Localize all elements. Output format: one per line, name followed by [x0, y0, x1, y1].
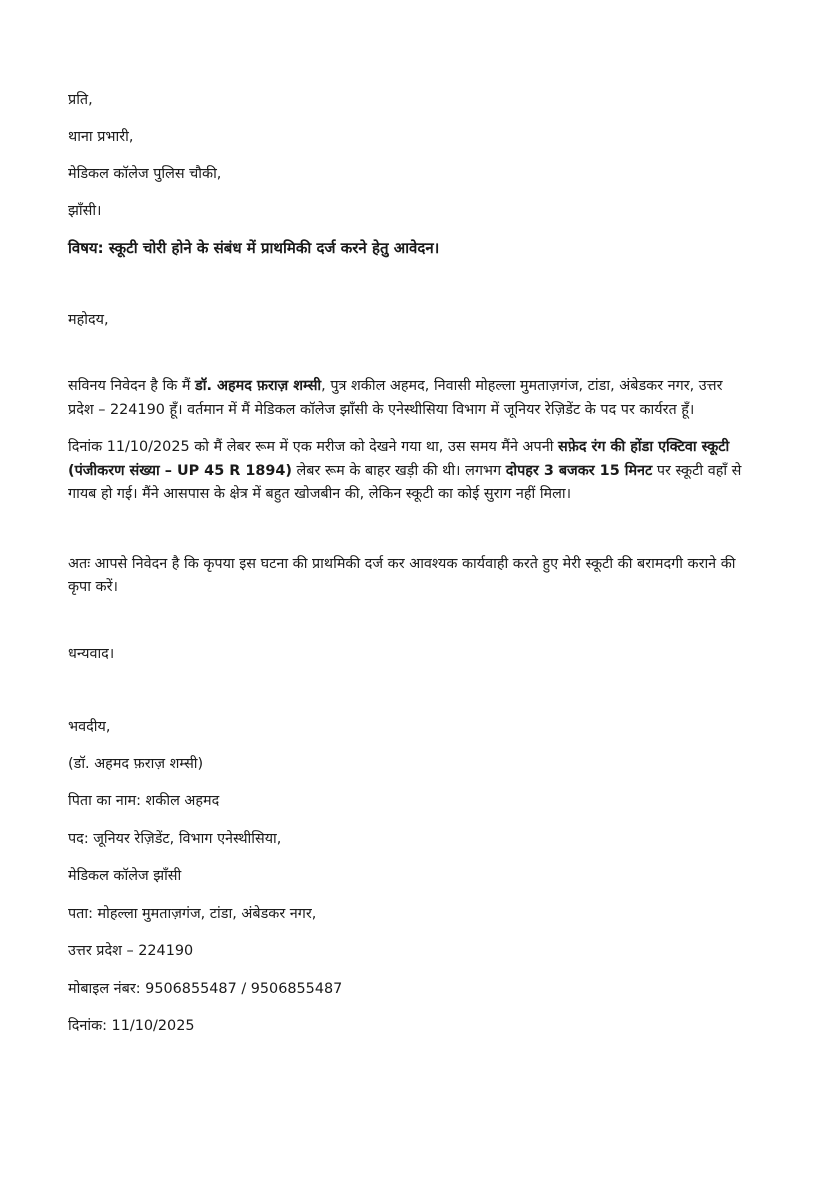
address-line-1: पता: मोहल्ला मुमताज़गंज, टांडा, अंबेडकर नगर,: [68, 905, 317, 922]
para2-text-2: लेबर रूम के बाहर खड़ी की थी। लगभग: [291, 462, 506, 479]
father-name: पिता का नाम: शकील अहमद: [68, 793, 220, 809]
theft-time: दोपहर 3 बजकर 15 मिनट: [505, 462, 653, 479]
closing: भवदीय,: [68, 718, 111, 735]
thanks: धन्यवाद।: [68, 645, 115, 662]
paragraph-incident: [68, 436, 746, 507]
signature-date: दिनांक: 11/10/2025: [68, 1018, 195, 1034]
para2-text-3: पर स्कूटी वहाँ से गायब हो गई। मैंने आसपास के क्षेत्र में बहुत खोजबीन की, लेकिन स्कूटी का कोई सुराग नहीं मिला।: [68, 462, 742, 502]
applicant-name: डॉ. अहमद फ़राज़ शम्सी: [195, 378, 322, 394]
signature-block: [68, 754, 746, 1054]
institution: मेडिकल कॉलेज झाँसी: [68, 868, 182, 884]
para2-text-1: दिनांक 11/10/2025 को मैं लेबर रूम में एक मरीज को देखने गया था, उस समय मैंने अपनी: [68, 439, 559, 455]
office-name: मेडिकल कॉलेज पुलिस चौकी,: [68, 166, 222, 182]
para1-text-2: , पुत्र शकील अहमद, निवासी मोहल्ला मुमताज़गंज, टांडा, अंबेडकर नगर, उत्तर प्रदेश – 224190 हूँ। वर्तमान में मैं मेडिकल कॉलेज झाँसी के एनेस्थीसिया विभाग में जूनियर रेज़िडेंट के पद पर कार्यरत हूँ।: [68, 378, 723, 418]
designation: पद: जूनियर रेज़िडेंट, विभाग एनेस्थीसिया,: [68, 830, 282, 847]
paragraph-request: अतः आपसे निवेदन है कि कृपया इस घटना की प्राथमिकी दर्ज कर आवश्यक कार्यवाही करते हुए मेरी स्कूटी की बरामदगी कराने की कृपा करें।: [68, 555, 736, 595]
subject-line: विषय: स्कूटी चोरी होने के संबंध में प्राथमिकी दर्ज करने हेतु आवेदन।: [68, 239, 440, 257]
greeting: महोदय,: [68, 312, 109, 328]
city: झाँसी।: [68, 203, 102, 219]
salutation-to: प्रति,: [68, 92, 93, 108]
para1-text-1: सविनय निवेदन है कि मैं: [68, 378, 196, 394]
mobile-number: मोबाइल नंबर: 9506855487 / 9506855487: [68, 980, 343, 997]
address-line-2: उत्तर प्रदेश – 224190: [68, 943, 194, 959]
signature-name: (डॉ. अहमद फ़राज़ शम्सी): [68, 755, 204, 772]
paragraph-intro: [68, 375, 746, 422]
addressee: थाना प्रभारी,: [68, 129, 134, 145]
vehicle-details: सफ़ेद रंग की होंडा एक्टिवा स्कूटी (पंजीकरण संख्या – UP 45 R 1894): [68, 439, 730, 479]
